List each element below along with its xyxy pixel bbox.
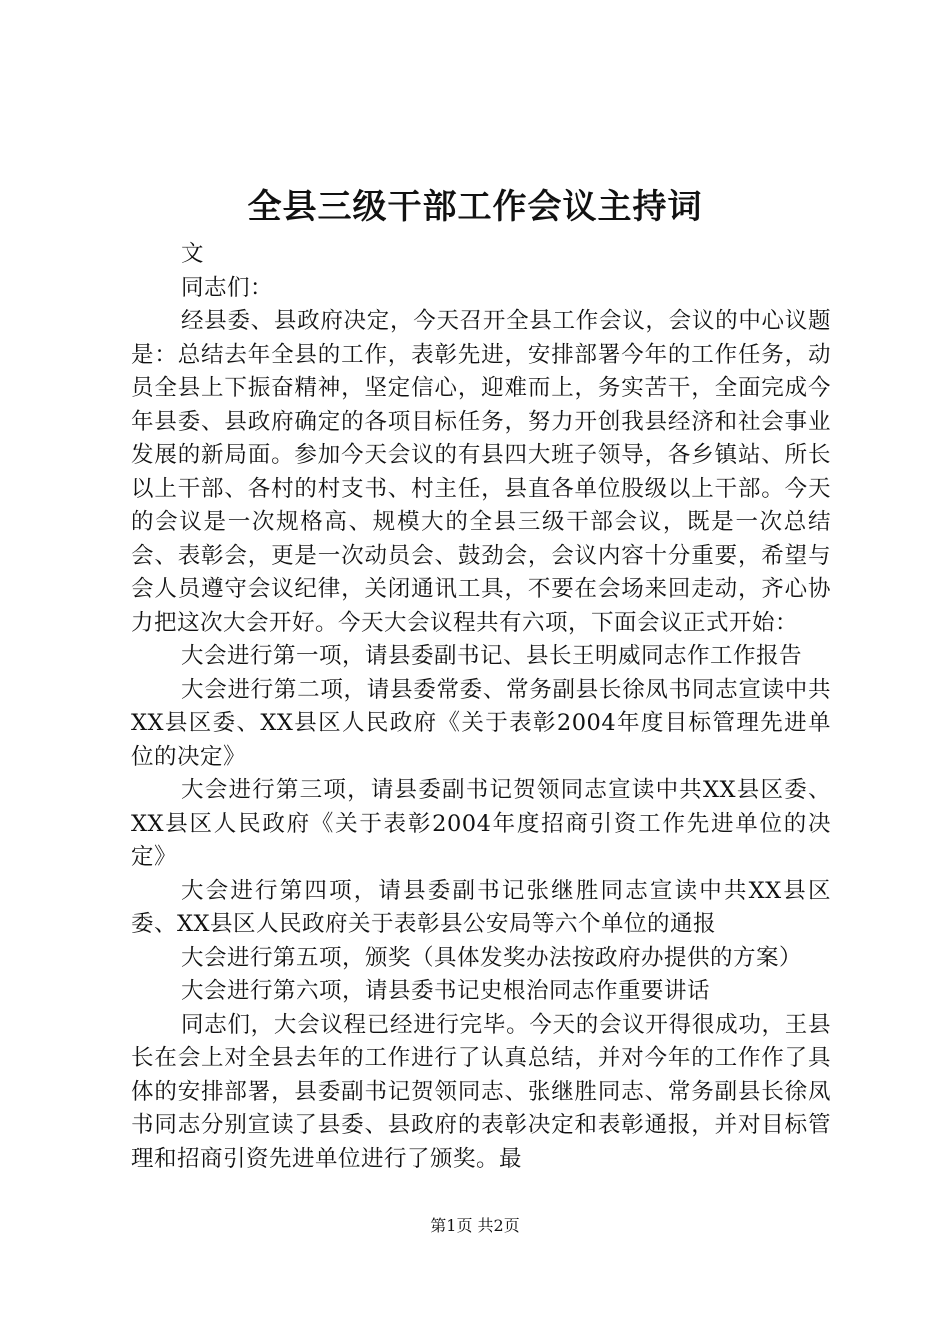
page-footer: 第1页 共2页: [430, 1216, 520, 1235]
paragraph-opening: 经县委、县政府决定，今天召开全县工作会议，会议的中心议题是：总结去年全县的工作，表彰先进，安排部署今年的工作任务，动员全县上下振奋精神，坚定信心，迎难而上，务实苦干，全面完成今年县委、县政府确定的各项目标任务，努力开创我县经济和社会事业发展的新局面。参加今天会议的有县四大班子领导，各乡镇站、所长以上干部、各村的村支书、村主任，县直各单位股级以上干部。今天的会议是一次规格高、规模大的全县三级干部会议，既是一次总结会、表彰会，更是一次动员会、鼓劲会，会议内容十分重要，希望与会人员遵守会议纪律，关闭通讯工具，不要在会场来回走动，齐心协力把这次大会开好。今天大会议程共有六项，下面会议正式开始：: [131, 308, 831, 636]
salutation: 同志们：: [181, 274, 274, 301]
document-title: 全县三级干部工作会议主持词: [247, 187, 703, 227]
paragraph-agenda-6: 大会进行第六项，请县委书记史根治同志作重要讲话: [181, 978, 711, 1004]
paragraph-agenda-4: 大会进行第四项，请县委副书记张继胜同志宣读中共XX县区委、XX县区人民政府关于表彰县公安局等六个单位的通报: [131, 877, 831, 937]
author-line: 文: [181, 241, 205, 267]
paragraph-closing: 同志们，大会议程已经进行完毕。今天的会议开得很成功，王县长在会上对全县去年的工作进行了认真总结，并对今年的工作作了具体的安排部署，县委副书记贺领同志、张继胜同志、常务副县长徐凤书同志分别宣读了县委、县政府的表彰决定和表彰通报，并对目标管理和招商引资先进单位进行了颁奖。最: [131, 1011, 831, 1172]
paragraph-agenda-5: 大会进行第五项，颁奖（具体发奖办法按政府办提供的方案）: [181, 944, 803, 971]
document-body: [131, 238, 831, 1176]
paragraph-agenda-2: 大会进行第二项，请县委常委、常务副县长徐凤书同志宣读中共XX县区委、XX县区人民政府《关于表彰2004年度目标管理先进单位的决定》: [131, 676, 831, 770]
paragraph-agenda-3: 大会进行第三项，请县委副书记贺领同志宣读中共XX县区委、XX县区人民政府《关于表彰2004年度招商引资工作先进单位的决定》: [131, 777, 831, 870]
paragraph-agenda-1: 大会进行第一项，请县委副书记、县长王明威同志作工作报告: [181, 643, 803, 669]
